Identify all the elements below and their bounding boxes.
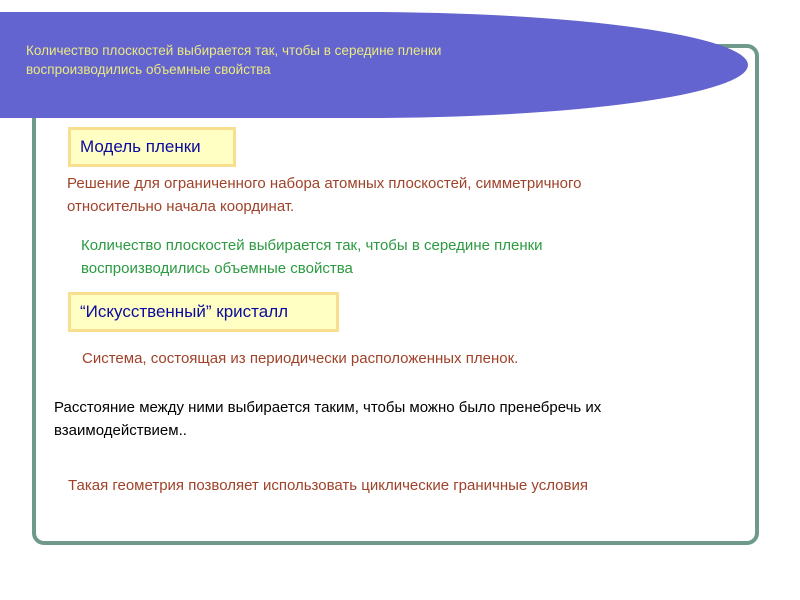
film-model-note-line-1: Количество плоскостей выбирается так, чтобы в середине пленки: [81, 237, 543, 254]
film-model-description-line-2: относительно начала координат.: [67, 198, 295, 215]
film-model-description: [67, 172, 707, 218]
distance-explanation-line-1: Расстояние между ними выбирается таким, чтобы можно было пренебречь их: [54, 399, 602, 416]
banner-text: [26, 41, 626, 79]
banner-text-line-1: Количество плоскостей выбирается так, чтобы в середине пленки: [26, 43, 442, 58]
distance-explanation: [54, 396, 744, 442]
boundary-conditions-conclusion: Такая геометрия позволяет использовать циклические граничные условия: [68, 477, 588, 494]
artificial-crystal-label: [68, 292, 339, 332]
film-model-label-text: Модель пленки: [80, 137, 201, 156]
film-model-note: [81, 234, 701, 280]
film-model-note-line-2: воспроизводились объемные свойства: [81, 260, 353, 277]
film-model-label: [68, 127, 236, 167]
film-model-description-line-1: Решение для ограниченного набора атомных плоскостей, симметричного: [67, 175, 582, 192]
artificial-crystal-description: Система, состоящая из периодически расположенных пленок.: [82, 350, 519, 367]
artificial-crystal-label-text: “Искусственный” кристалл: [80, 302, 289, 321]
banner-text-line-2: воспроизводились объемные свойства: [26, 62, 271, 77]
distance-explanation-line-2: взаимодействием..: [54, 422, 187, 439]
